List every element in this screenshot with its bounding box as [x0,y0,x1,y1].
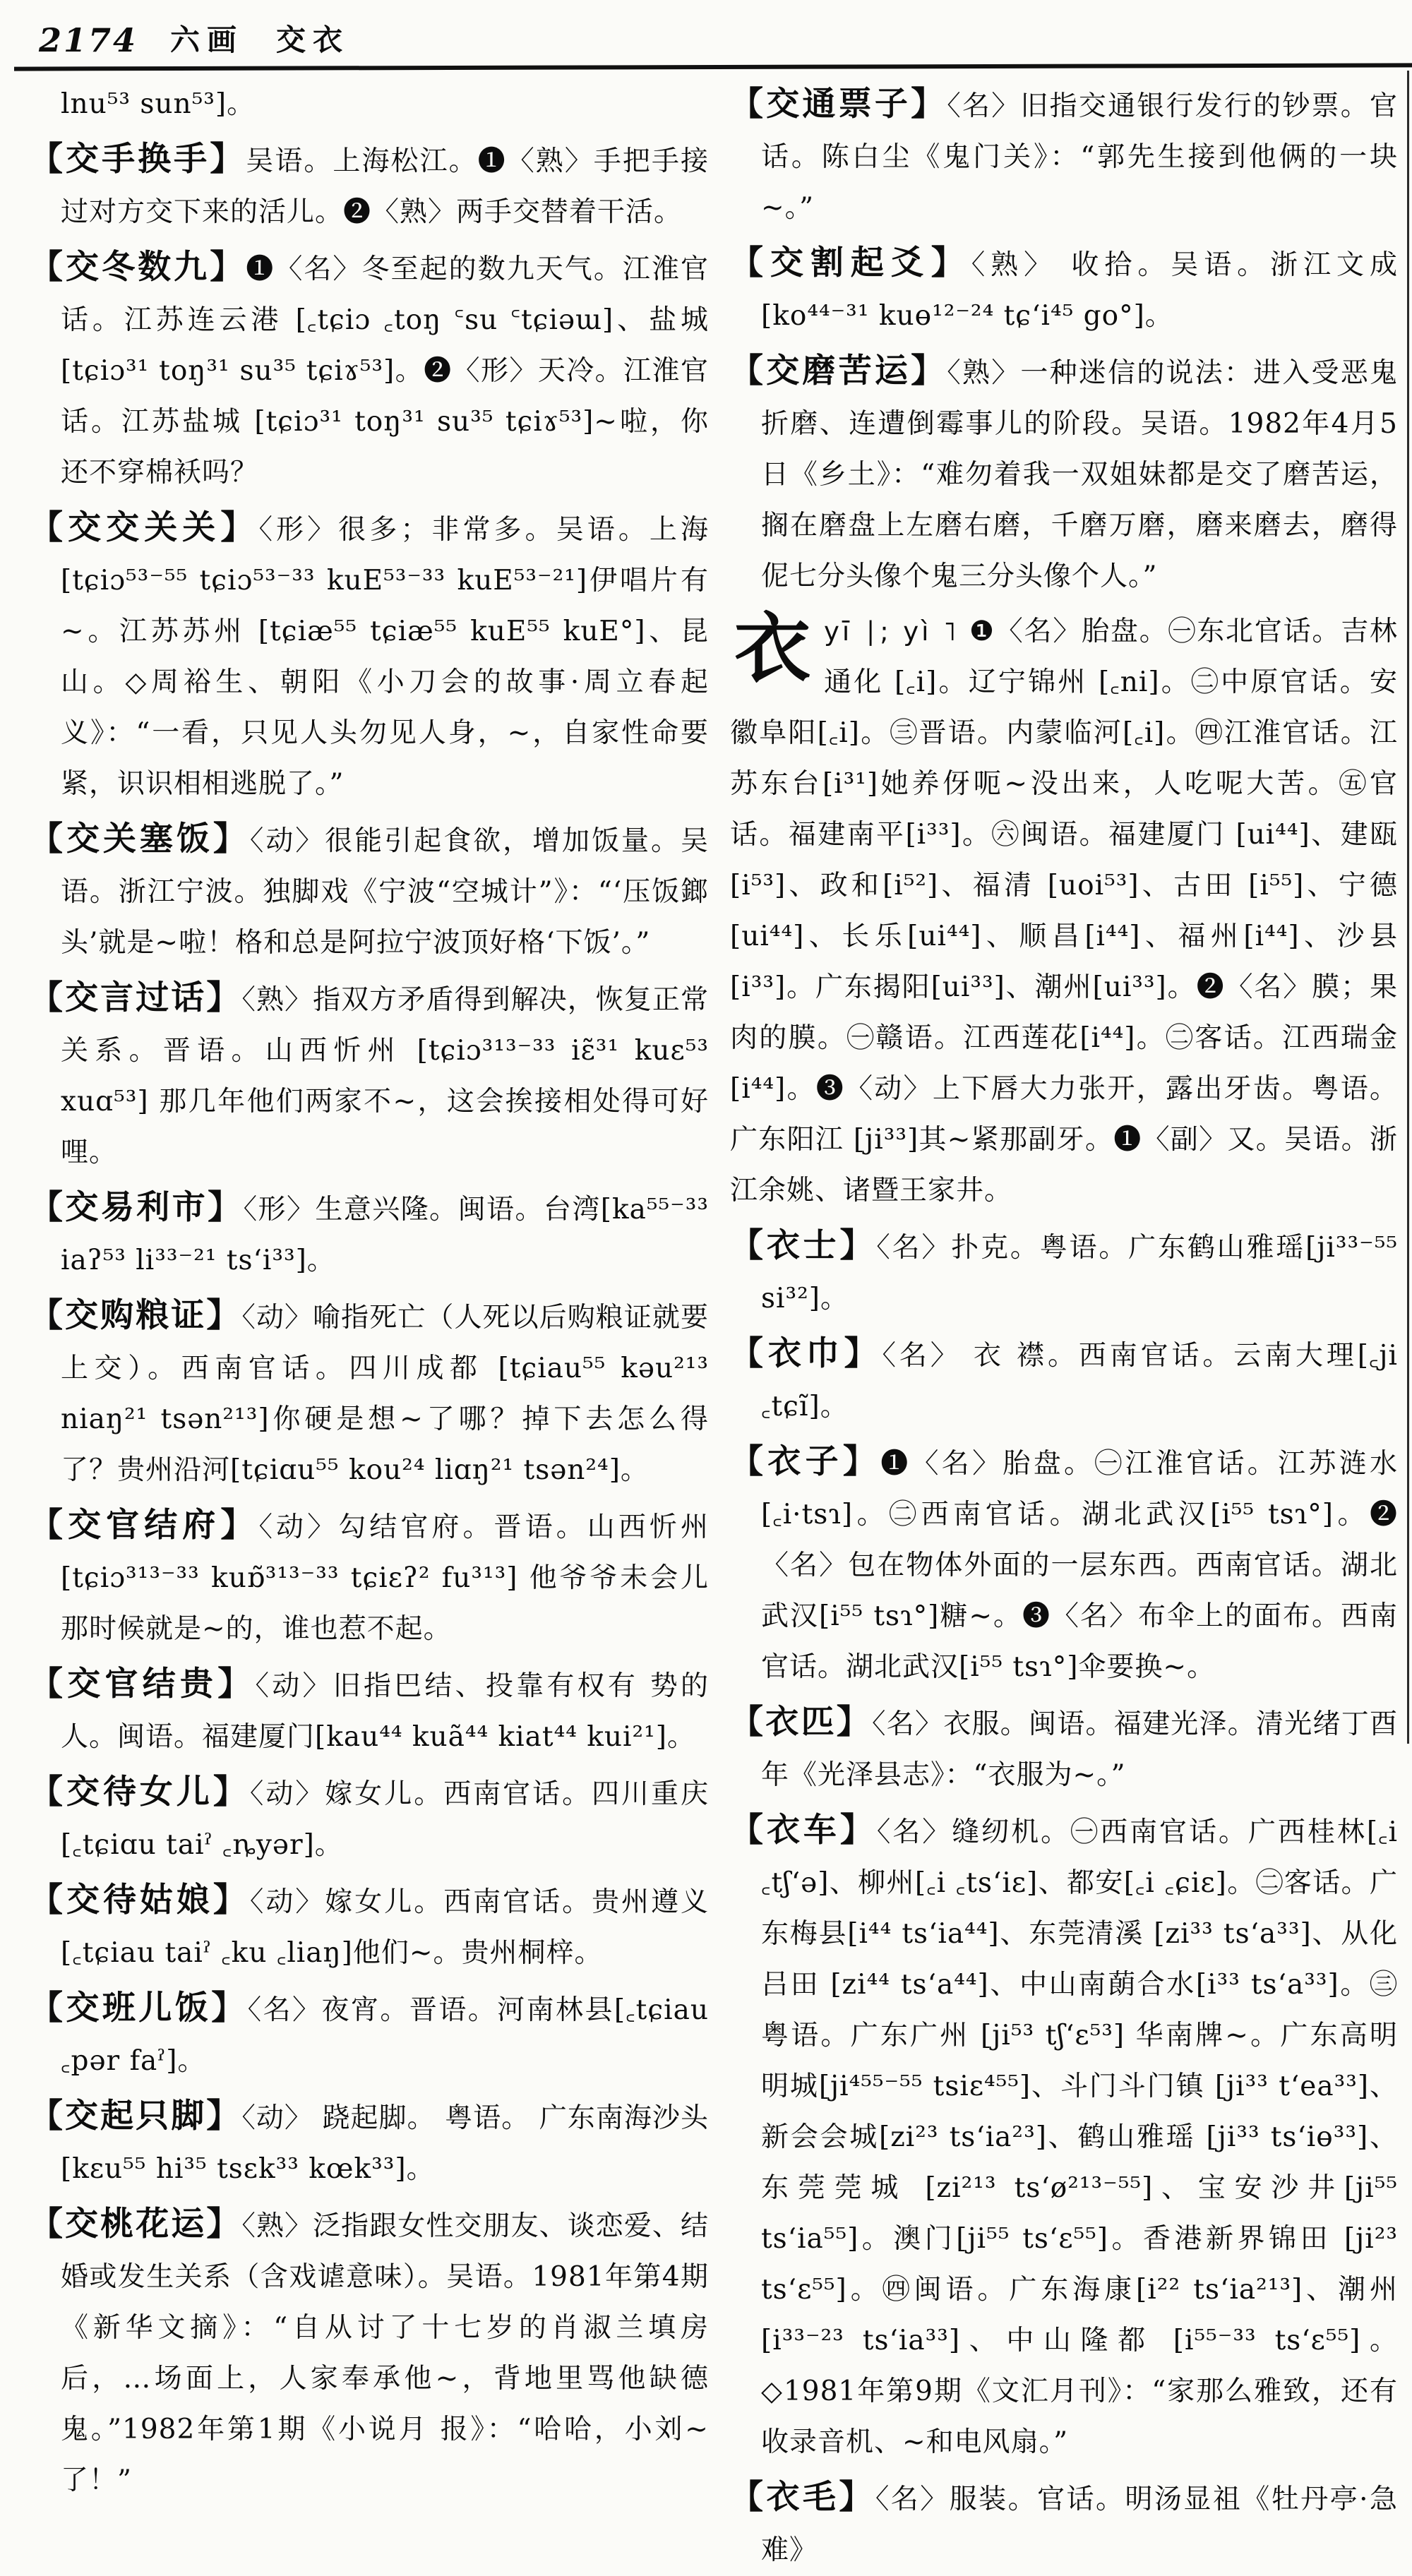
dictionary-entry [30,1500,709,1655]
entry-body-text: 〈名〉 衣 襟。西南官话。云南大理[꜀ji ꜀tɕĩ]。 [761,1340,1398,1422]
entry-body-text: lnu⁵³ sun⁵³]。 [61,88,256,120]
entry-body-text: 〈动〉很能引起食欲，增加饭量。吴语。浙江宁波。独脚戏《宁波“空城计”》：“‘压饭鎯头’就是~啦！格和总是阿拉宁波顶好格‘下饭’。” [61,825,709,959]
header-divider-rule [14,63,1412,71]
entry-headword: 【衣匹】 [730,1703,872,1742]
entry-headword: 【交冬数九】 [30,248,246,287]
entry-body-text: 〈熟〉泛指跟女性交朋友、谈恋爱、结婚或发生关系（含戏谑意味）。吴语。1981年第4期《新华文摘》：“自从讨了十七岁的肖淑兰填房后，…场面上，人家奉承他~，背地里骂他缺德鬼。”1982年第1期《小说月 报》：“哈哈，小刘~了！” [61,2210,709,2496]
entry-headword: 【交桃花运】 [30,2205,242,2243]
dictionary-entry [30,1767,709,1871]
dictionary-entry [30,1290,709,1496]
entry-headword: 【交班儿饭】 [30,1989,248,2027]
entry-headword: 【衣士】 [730,1226,877,1265]
entry-body-text: 〈名〉旧指交通银行发行的钞票。官话。陈白尘《鬼门关》：“郭先生接到他俩的一块~。” [761,90,1398,224]
dictionary-entry [730,1329,1398,1432]
dictionary-entry [30,1182,709,1286]
entry-headword: 【衣子】 [730,1442,881,1481]
entry-body-text: ❶〈名〉胎盘。㊀东北官话。吉林通化 [꜀i]。辽宁锦州 [꜀ni]。㊁中原官话。安徽阜阳[꜀i]。㊂晋语。内蒙临河[꜀i]。㊃江淮官话。江苏东台[i³¹]她养伢呃~没出来，人吃呢大苦。㊄官话。福建南平[i³³]。㊅闽语。福建厦门 [ui⁴⁴]、建瓯 [i⁵³]、政和[i⁵²]、福清 [uoi⁵³]、古田 [i⁵⁵]、宁德 [ui⁴⁴]、长乐[ui⁴⁴]、顺昌[i⁴⁴]、福州[i⁴⁴]、沙县[i³³]。广东揭阳[ui³³]、潮州[ui³³]。❷〈名〉膜；果肉的膜。㊀赣语。江西莲花[i⁴⁴]。㊁客话。江西瑞金[i⁴⁴]。❸〈动〉上下唇大力张开，露出牙齿。粤语。广东阳江 [ji³³]其~紧那副牙。❶〈副〉又。吴语。浙江余姚、诸暨王家井。 [730,616,1398,1206]
section-characters: 交衣 [276,23,350,57]
dictionary-entry [730,79,1398,234]
entry-headword: 【交交关关】 [30,508,259,547]
dictionary-entry [30,814,709,969]
left-column [30,79,710,2496]
entry-headword: 【交易利市】 [30,1188,244,1227]
dictionary-entry [730,1805,1398,2468]
entry-body-text: 吴语。上海松江。❶〈熟〉手把手接过对方交下来的活儿。❷〈熟〉两手交替着干活。 [61,145,709,228]
entry-body-text: 〈动〉旧指巴结、投靠有权有 势的人。闽语。福建厦门[kau⁴⁴ kuã⁴⁴ kiat⁴⁴ kui²¹]。 [61,1670,710,1753]
entry-body-text: 〈形〉生意兴隆。闽语。台湾[ka⁵⁵⁻³³ iaʔ⁵³ li³³⁻²¹ tsʻi³³]。 [61,1194,710,1276]
entry-body-text: 〈形〉很多；非常多。吴语。上海[tɕiɔ⁵³⁻⁵⁵ tɕiɔ⁵³⁻³³ kuE⁵³⁻³³ kuE⁵³⁻²¹]伊唱片有~。江苏苏州 [tɕiæ⁵⁵ tɕiæ⁵⁵ kuE⁵⁵ kuE°]、昆山。◇周裕生、朝阳《小刀会的故事·周立春起义》：“一看，只见人头勿见人身，~，自家性命要紧，识识相相逃脱了。” [61,514,709,800]
entry-headword: 【衣毛】 [730,2478,875,2517]
entry-headword: 【交官结贵】 [30,1665,256,1703]
entry-headword: 【交手换手】 [30,140,246,179]
entry-headword: 【交关塞饭】 [30,820,250,858]
entry-body-text: 〈动〉勾结官府。晋语。山西忻州 [tɕiɔ³¹³⁻³³ kuɒ̃³¹³⁻³³ tɕiɛʔ² fu³¹³] 他爷爷未会儿那时候就是~的，谁也惹不起。 [61,1511,709,1645]
dictionary-entry [730,2472,1398,2576]
entry-headword: 【交官结府】 [30,1506,259,1545]
entry-headword: 【交购粮证】 [30,1296,242,1335]
entry-headword: 【交言过话】 [30,978,242,1017]
entry-head-character: 衣 [734,604,812,693]
right-edge-rule [1407,71,1409,1744]
dictionary-entry [30,1983,709,2087]
dictionary-entry [30,973,709,1178]
entry-body-text: 〈熟〉指双方矛盾得到解决，恢复正常关系。晋语。山西忻州 [tɕiɔ³¹³⁻³³ iɛ̃³¹ kuɛ⁵³ xuɑ⁵³] 那几年他们两家不~，这会挨接相处得可好哩。 [61,984,709,1168]
entry-headword: 【衣巾】 [730,1334,882,1373]
character-entry [730,606,1398,1216]
dictionary-entry [730,238,1398,342]
dictionary-entry [730,1221,1398,1324]
dictionary-entry [30,503,709,810]
continuation-line [30,79,709,130]
entry-headword: 【交割起爻】 [730,244,971,282]
entry-body-text: 〈熟〉 收拾。吴语。浙江文成 [ko⁴⁴⁻³¹ kuɵ¹²⁻²⁴ tɕʻi⁴⁵ go°]。 [761,249,1398,332]
entry-headword: 【交待女儿】 [30,1773,250,1811]
entry-body-text: 〈动〉嫁女儿。西南官话。贵州遵义[꜀tɕiau taiˀ ꜀ku ꜀liaŋ]他们~。贵州桐梓。 [61,1886,709,1969]
dictionary-entry [730,1437,1398,1693]
entry-body-text: ❶〈名〉胎盘。㊀江淮官话。江苏涟水[꜀i·tsɿ]。㊁西南官话。湖北武汉[i⁵⁵ tsɿ°]。❷〈名〉包在物体外面的一层东西。西南官话。湖北武汉[i⁵⁵ tsɿ°]糖~。❸〈名〉布伞上的面布。西南官话。湖北武汉[i⁵⁵ tsɿ°]伞要换~。 [761,1448,1398,1683]
dictionary-entry [730,346,1398,602]
page-number: 2174 [39,21,138,59]
stroke-count-label: 六画 [170,23,244,57]
entry-headword: 【交磨苦运】 [730,352,947,390]
entry-body-text: 〈名〉夜宵。晋语。河南林县[꜀tɕiau ꜀pər faˀ]。 [61,1994,710,2077]
dictionary-entry [30,134,709,238]
entry-body-text: ❶〈名〉冬至起的数九天气。江淮官话。江苏连云港 [꜀tɕiɔ ꜀toŋ ꜂su ꜂tɕiəɯ]、盐城[tɕiɔ³¹ toŋ³¹ su³⁵ tɕiɤ⁵³]。❷〈形〉天冷。江淮官话。江苏盐城 [tɕiɔ³¹ toŋ³¹ su³⁵ tɕiɤ⁵³]~啦，你还不穿棉袄吗？ [61,253,709,489]
entry-headword: 【交待姑娘】 [30,1881,250,1919]
dictionary-entry [30,1659,709,1763]
entry-body-text: 〈名〉缝纫机。㊀西南官话。广西桂林[꜀i ꜀tʃʻə]、柳州[꜀i ꜀tsʻiɛ]、都安[꜀i ꜀ɕiɛ]。㊁客话。广东梅县[i⁴⁴ tsʻia⁴⁴]、东莞清溪 [zi³³ tsʻa³³]、从化吕田 [zi⁴⁴ tsʻa⁴⁴]、中山南蓢合水[i³³ tsʻa³³]。㊂粤语。广东广州 [ji⁵³ tʃʻɛ⁵³] 华南牌~。广东高明明城[ji⁴⁵⁵⁻⁵⁵ tsiɛ⁴⁵⁵]、斗门斗门镇 [ji³³ tʻea³³]、新会会城[zi²³ tsʻia²³]、鹤山雅瑶 [ji³³ tsʻiɵ³³]、东莞莞城 [zi²¹³ tsʻø²¹³⁻⁵⁵]、宝安沙井[ji⁵⁵ tsʻia⁵⁵]。澳门[ji⁵⁵ tsʻɛ⁵⁵]。香港新界锦田 [ji²³ tsʻɛ⁵⁵]。㊃闽语。广东海康[i²² tsʻia²¹³]、潮州 [i³³⁻²³ tsʻia³³]、中山隆都 [i⁵⁵⁻³³ tsʻɛ⁵⁵]。◇1981年第9期《文汇月刊》：“家那么雅致，还有收录音机、~和电风扇。” [761,1816,1399,2458]
dictionary-entry [30,1875,709,1979]
entry-body-text: 〈动〉 跷起脚。 粤语。 广东南海沙头[kɛu⁵⁵ hi³⁵ tsɛk³³ kœk³³]。 [61,2102,709,2185]
entry-body-text: 〈名〉服装。官话。明汤显祖《牡丹亭·急难》 [761,2484,1398,2566]
dictionary-entry [30,2091,709,2195]
entry-pronunciation: yī ∣; yì ˥ [824,616,959,647]
entry-body-text: 〈名〉扑克。粤语。广东鹤山雅瑶[ji³³⁻⁵⁵ si³²]。 [761,1232,1399,1314]
dictionary-entry [30,2199,709,2506]
right-column [730,79,1399,2566]
dictionary-entry [30,242,709,498]
entry-body-text: 〈动〉嫁女儿。西南官话。四川重庆[꜀tɕiɑu taiˀ ꜀ȵyər]。 [61,1778,709,1861]
entry-headword: 【衣车】 [730,1811,877,1850]
entry-body-text: 〈熟〉一种迷信的说法：进入受恶鬼折磨、连遭倒霉事儿的阶段。吴语。1982年4月5日《乡土》：“难勿着我一双姐妹都是交了磨苦运，搁在磨盘上左磨右磨，千磨万磨，磨来磨去，磨得伲七分头像个鬼三分头像个人。” [761,357,1398,592]
entry-body-text: 〈动〉喻指死亡（人死以后购粮证就要上交）。西南官话。四川成都 [tɕiau⁵⁵ kəu²¹³ niaŋ²¹ tsən²¹³]你硬是想~了哪？掉下去怎么得了？贵州沿河[tɕiɑu⁵⁵ kou²⁴ liɑŋ²¹ tsən²⁴]。 [61,1302,709,1486]
dictionary-entry [730,1697,1398,1801]
entry-body-text: 〈名〉衣服。闽语。福建光泽。清光绪丁酉年《光泽县志》：“衣服为~。” [761,1708,1398,1791]
entry-headword: 【交起只脚】 [30,2097,242,2135]
page-header [39,10,1384,59]
entry-headword: 【交通票子】 [730,85,947,124]
